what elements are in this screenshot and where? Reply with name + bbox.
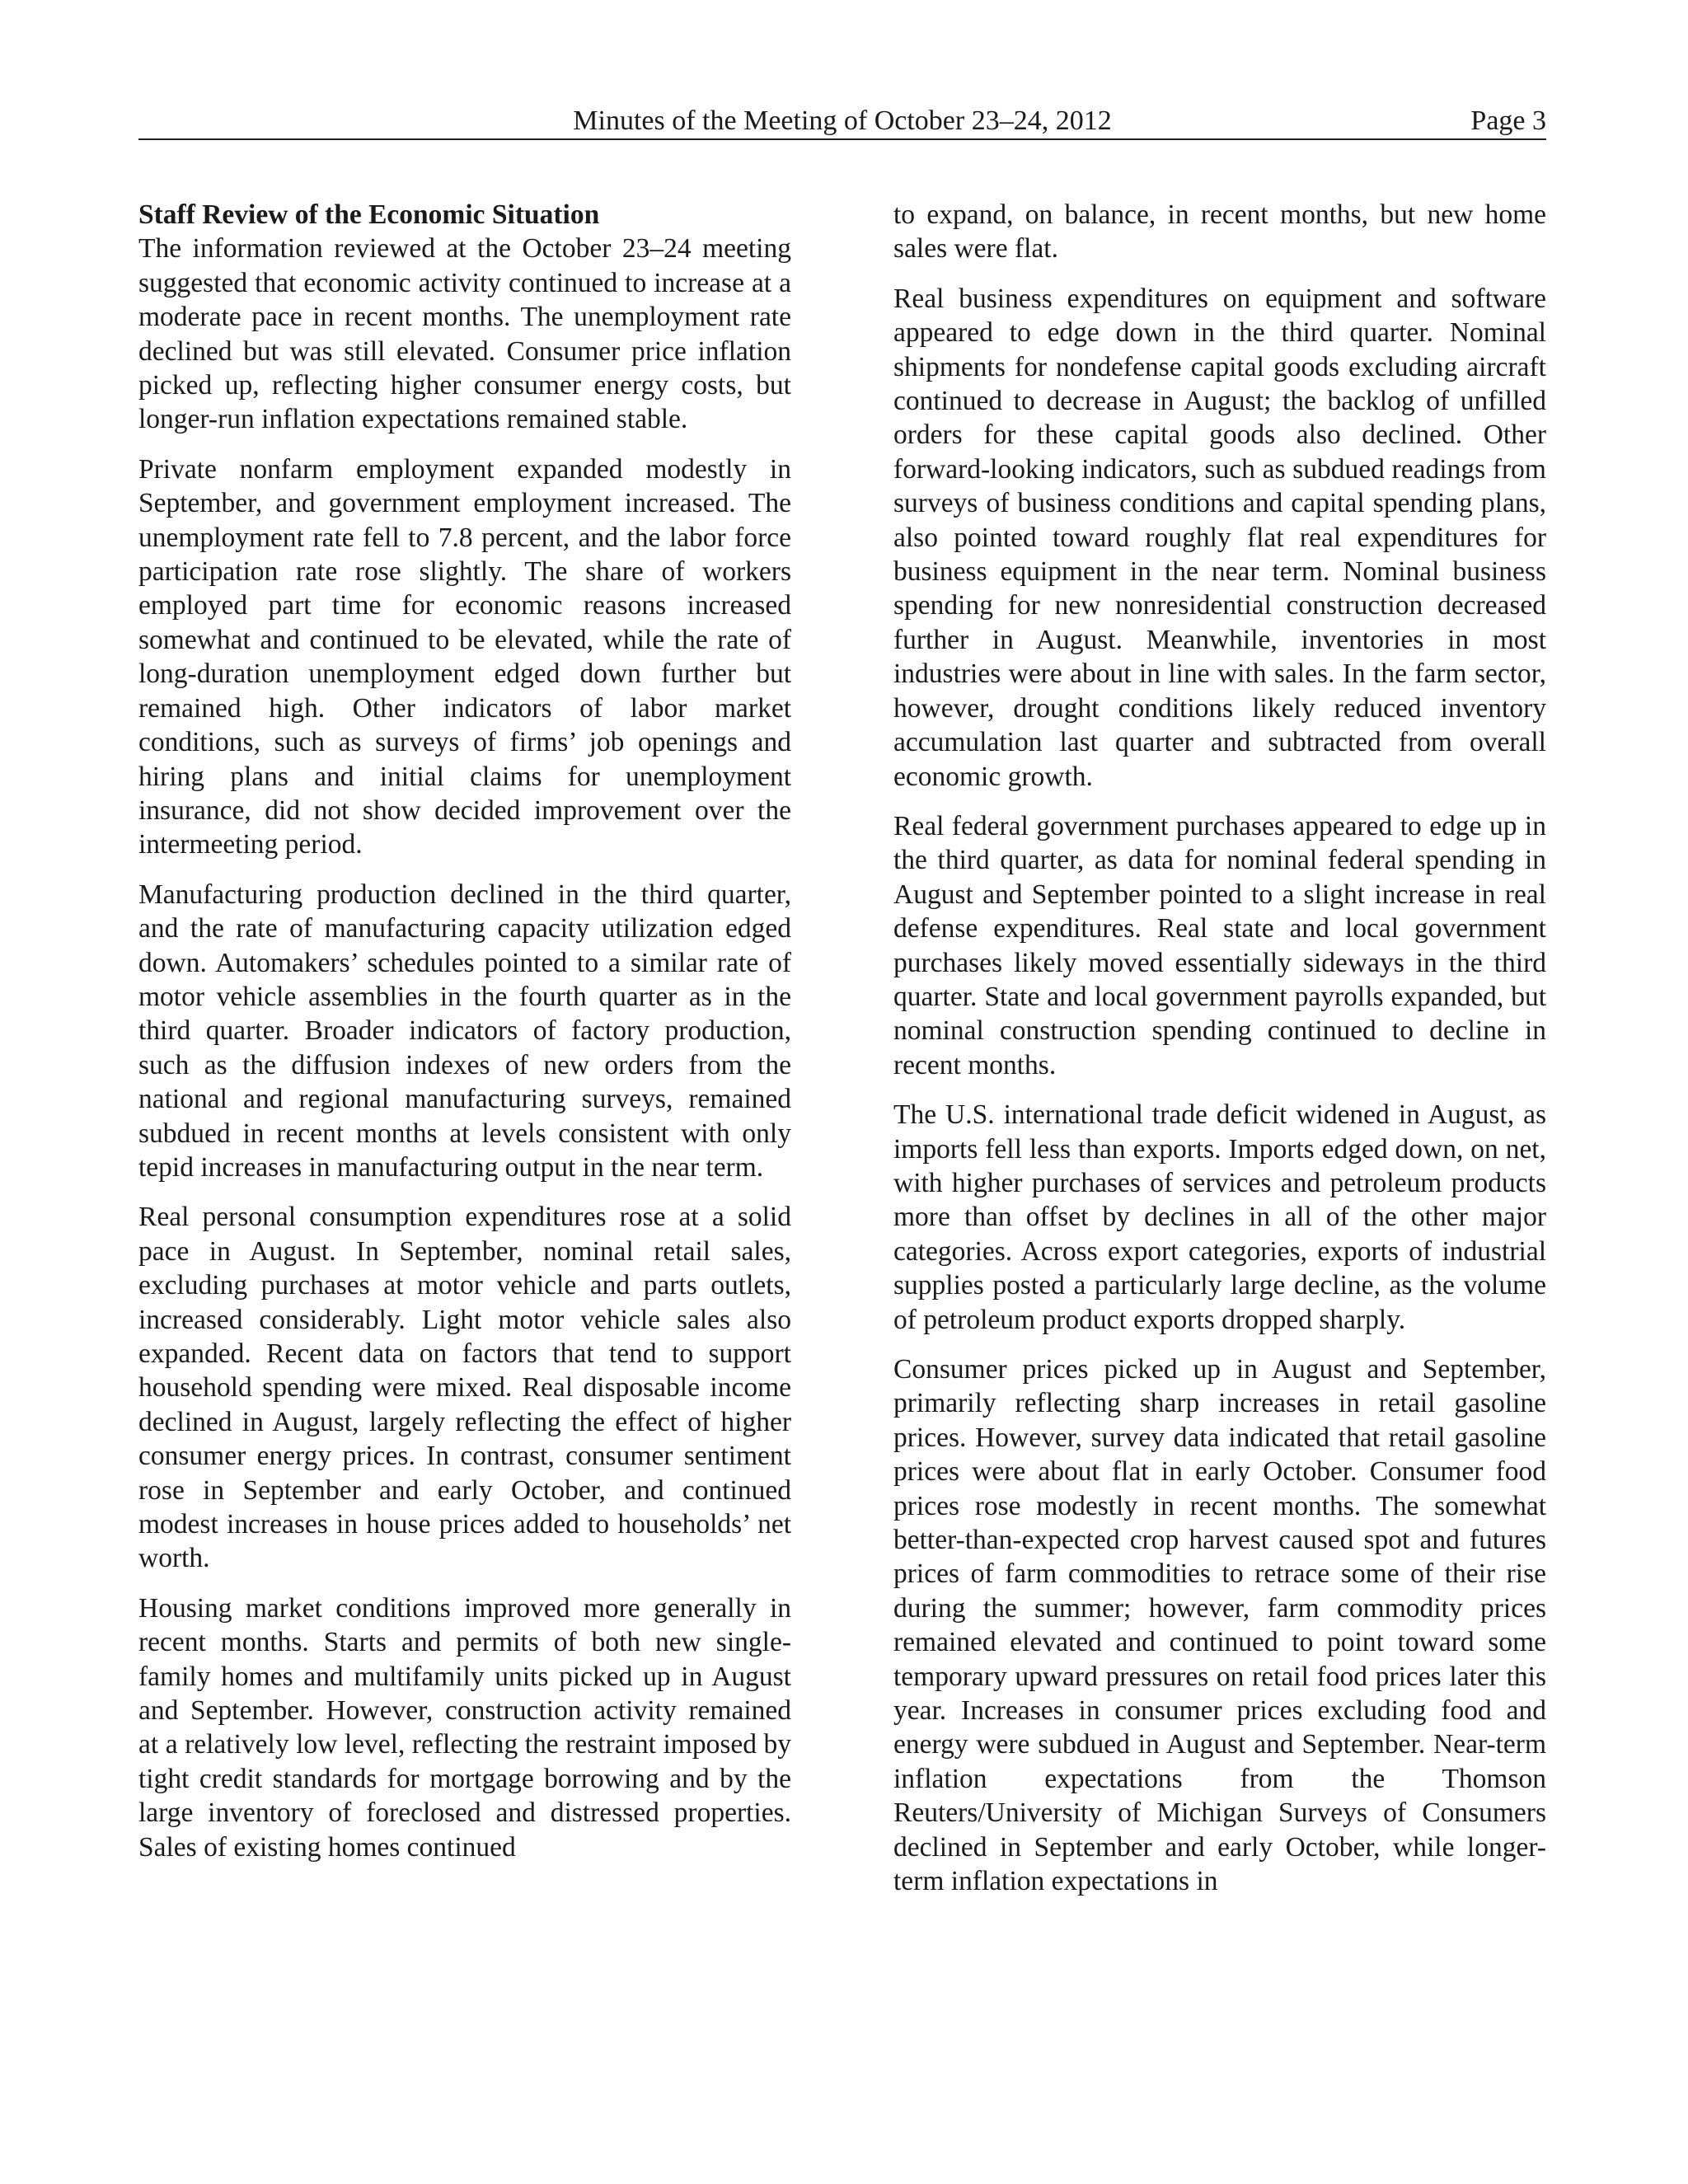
paragraph: Real federal government purchases appeared to edge up in the third quarter, as data for nominal federal spending in August and September pointed to a slight increase in real defense expenditures. Real state and local government purchases likely moved essentially sideways in the third quarter. State and local government payrolls expanded, but nominal construction spending continued to decline in recent months. bbox=[893, 810, 1546, 1080]
paragraph: Real business expenditures on equipment and software appeared to edge down in the third quarter. Nominal shipments for nondefense capital goods excluding aircraft continued to decrease in August; the backlog of unfilled orders for these capital goods also declined. Other forward-looking indicators, such as subdued readings from surveys of business conditions and capital spending plans, also pointed toward roughly flat real expenditures for business equipment in the near term. Nominal business spending for new nonresidential construction decreased further in August. Meanwhile, inventories in most industries were about in line with sales. In the farm sector, however, drought conditions likely reduced inventory accumulation last quarter and subtracted from overall economic growth. bbox=[893, 283, 1546, 792]
paragraph: Real personal consumption expenditures rose at a solid pace in August. In September, nominal retail sales, excluding purchases at motor vehicle and parts outlets, increased considerably. Light motor vehicle sales also expanded. Recent data on factors that tend to support household spending were mixed. Real disposable income declined in August, largely reflecting the effect of higher consumer energy prices. In contrast, consumer sentiment rose in September and early October, and continued modest increases in house prices added to households’ net worth. bbox=[138, 1202, 791, 1574]
right-column bbox=[893, 198, 1546, 1915]
paragraph: Private nonfarm employment expanded modestly in September, and government employment increased. The unemployment rate fell to 7.8 percent, and the labor force participation rate rose slightly. The share of workers employed part time for economic reasons increased somewhat and continued to be elevated, while the rate of long-duration unemployment edged down further but remained high. Other indicators of labor market conditions, such as surveys of firms’ job openings and hiring plans and initial claims for unemployment insurance, did not show decided improvement over the intermeeting period. bbox=[138, 453, 791, 860]
left-column bbox=[138, 198, 791, 1880]
paragraph: to expand, on balance, in recent months, but new home sales were flat. bbox=[893, 199, 1546, 265]
page-header bbox=[138, 104, 1546, 140]
paragraph: Housing market conditions improved more generally in recent months. Starts and permits of both new single-family homes and multifamily units picked up in August and September. However, construction activity remained at a relatively low level, reflecting the restraint imposed by tight credit standards for mortgage borrowing and by the large inventory of foreclosed and distressed properties. Sales of existing homes continued bbox=[138, 1592, 791, 1863]
paragraph: Manufacturing production declined in the third quarter, and the rate of manufacturing capacity utilization edged down. Automakers’ schedules pointed to a similar rate of motor vehicle assemblies in the fourth quarter as in the third quarter. Broader indicators of factory production, such as the diffusion indexes of new orders from the national and regional manufacturing surveys, remained subdued in recent months at levels consistent with only tepid increases in manufacturing output in the near term. bbox=[138, 879, 791, 1183]
paragraph: The U.S. international trade deficit widened in August, as imports fell less than exports. Imports edged down, on net, with higher purchases of services and petroleum products more than offset by declines in all of the other major categories. Across export categories, exports of industrial supplies posted a particularly large decline, as the volume of petroleum product exports dropped sharply. bbox=[893, 1099, 1546, 1335]
header-title: Minutes of the Meeting of October 23–24, 2012 bbox=[573, 105, 1112, 136]
paragraph: The information reviewed at the October 23–24 meeting suggested that economic activity continued to increase at a moderate pace in recent months. The unemployment rate declined but was still elevated. Consumer price inflation picked up, reflecting higher consumer energy costs, but longer-run inflation expectations remained stable. bbox=[138, 233, 791, 435]
section-heading: Staff Review of the Economic Situation bbox=[138, 199, 600, 230]
page-number: Page 3 bbox=[1470, 105, 1546, 136]
paragraph: Consumer prices picked up in August and September, primarily reflecting sharp increases in retail gasoline prices. However, survey data indicated that retail gasoline prices were about flat in early October. Consumer food prices rose modestly in recent months. The somewhat better-than-expected crop harvest caused spot and futures prices of farm commodities to retrace some of their rise during the summer; however, farm commodity prices remained elevated and continued to point toward some temporary upward pressures on retail food prices later this year. Increases in consumer prices excluding food and energy were subdued in August and September. Near-term inflation expectations from the Thomson Reuters/University of Michigan Surveys of Consumers declined in September and early October, while longer-term inflation expectations in bbox=[893, 1354, 1546, 1897]
